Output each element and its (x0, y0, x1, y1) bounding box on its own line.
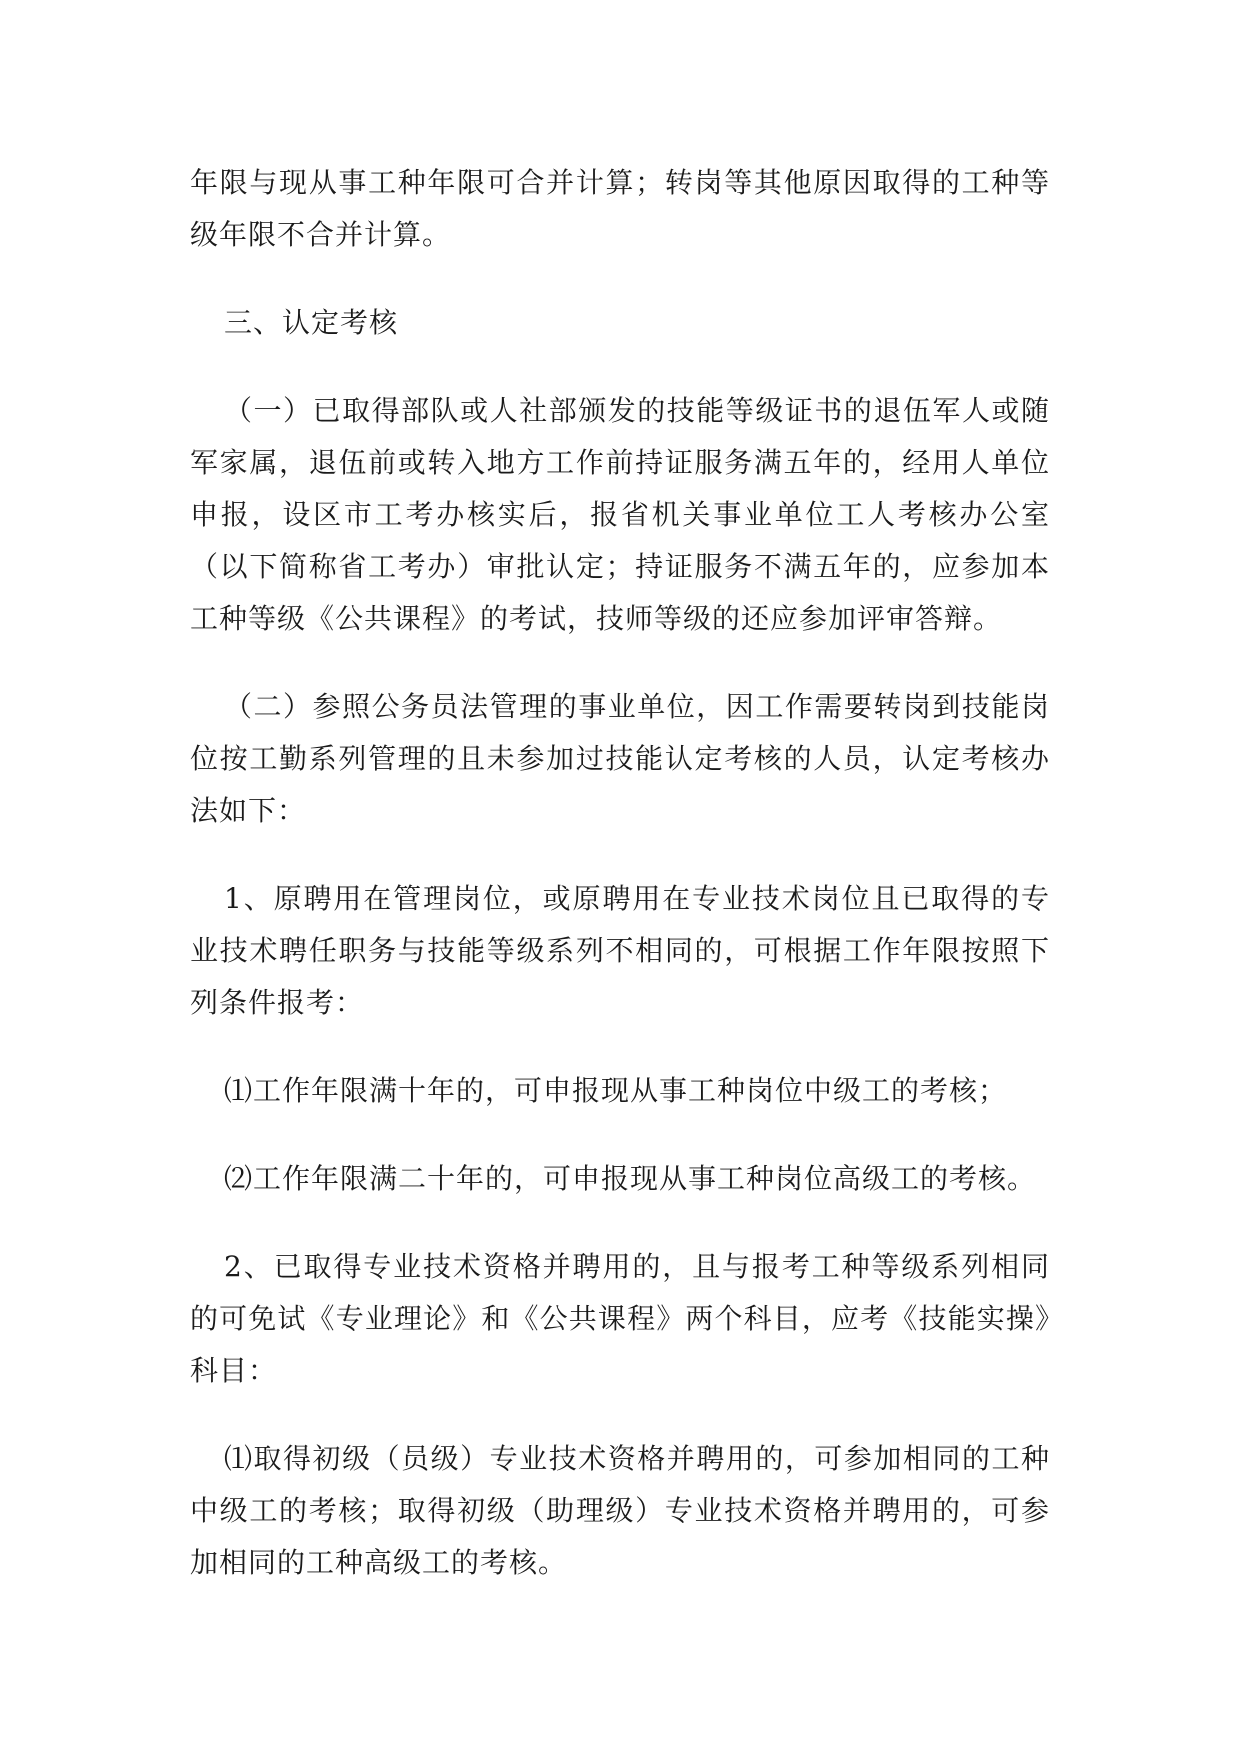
paragraph-sub-item-2-1: ⑴取得初级（员级）专业技术资格并聘用的，可参加相同的工种中级工的考核；取得初级（助理级）专业技术资格并聘用的，可参加相同的工种高级工的考核。 (190, 1442, 1050, 1579)
section-heading: 三、认定考核 (224, 306, 399, 339)
paragraph-sub-item-2: 2、已取得专业技术资格并聘用的，且与报考工种等级系列相同的可免试《专业理论》和《公共课程》两个科目，应考《技能实操》科目： (190, 1250, 1050, 1387)
paragraph-sub-item-1: 1、原聘用在管理岗位，或原聘用在专业技术岗位且已取得的专业技术聘任职务与技能等级系列不相同的，可根据工作年限按照下列条件报考： (190, 882, 1050, 1019)
paragraph-continuation: 年限与现从事工种年限可合并计算；转岗等其他原因取得的工种等级年限不合并计算。 (190, 166, 1050, 251)
document-body (190, 157, 1050, 1625)
paragraph-sub-item-1-1: ⑴工作年限满十年的，可申报现从事工种岗位中级工的考核； (224, 1074, 1008, 1107)
paragraph-item-1: （一）已取得部队或人社部颁发的技能等级证书的退伍军人或随军家属，退伍前或转入地方工作前持证服务满五年的，经用人单位申报，设区市工考办核实后，报省机关事业单位工人考核办公室（以下简称省工考办）审批认定；持证服务不满五年的，应参加本工种等级《公共课程》的考试，技师等级的还应参加评审答辩。 (190, 394, 1050, 635)
paragraph-sub-item-1-2: ⑵工作年限满二十年的，可申报现从事工种岗位高级工的考核。 (224, 1162, 1037, 1195)
paragraph-item-2: （二）参照公务员法管理的事业单位，因工作需要转岗到技能岗位按工勤系列管理的且未参加过技能认定考核的人员，认定考核办法如下： (190, 690, 1050, 827)
